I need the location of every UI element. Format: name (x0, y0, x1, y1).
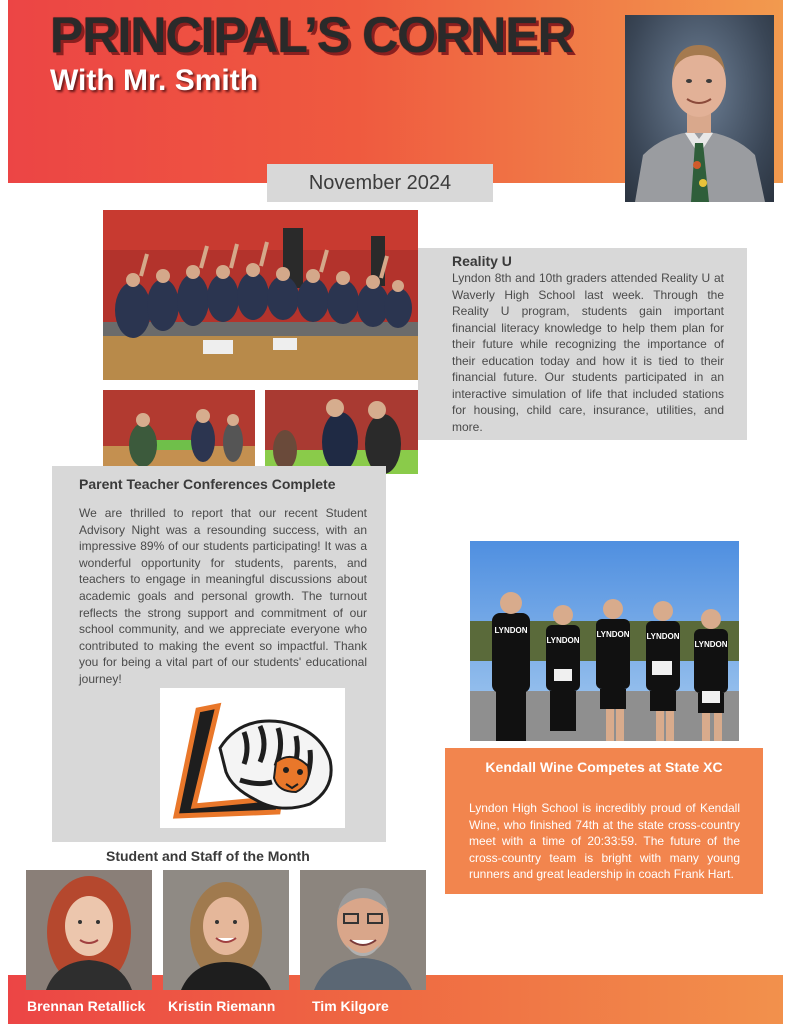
jersey-text-1: LYNDON (494, 626, 528, 635)
conferences-heading: Parent Teacher Conferences Complete (79, 476, 336, 492)
reality-u-station-photo-1 (103, 390, 255, 474)
conferences-text: We are thrilled to report that our recent Student Advisory Night was a resounding success, with an impressive 89% of our students participating! It was a wonderful opportunity for students, parents, and teachers to engage in meaningful discussions about academic goals and personal growth. The turnout reflects the strong support and commitment of our school community, and we appreciate everyone who contributed to making the event so impactful. Thank you for being a vital part of our students' educational journey! (79, 506, 367, 686)
student-portrait (26, 870, 152, 990)
reality-u-station-photo-2 (265, 390, 418, 474)
staff-of-month-heading: Student and Staff of the Month (106, 848, 310, 864)
cross-country-team-photo (470, 541, 739, 741)
state-xc-text: Lyndon High School is incredibly proud of Kendall Wine, who finished 74th at the state cross-country meet with a time of 20:33:59. The future of the cross-country team is bright with many young runners and great leadership in coach Frank Hart. (469, 801, 740, 881)
lyndon-tiger-logo (160, 688, 345, 828)
student-name: Brennan Retallick (27, 998, 146, 1014)
staff-portrait-2 (300, 870, 426, 990)
reality-u-heading: Reality U (452, 253, 512, 269)
staff-name-2: Tim Kilgore (312, 998, 389, 1014)
jersey-text-3: LYNDON (596, 630, 630, 639)
staff-portrait-1 (163, 870, 289, 990)
page-subtitle: With Mr. Smith (50, 64, 259, 97)
staff-name-1: Kristin Riemann (168, 998, 276, 1014)
page-title: PRINCIPAL’S CORNER (50, 7, 573, 63)
issue-date: November 2024 (267, 164, 493, 202)
jersey-text-2: LYNDON (546, 636, 580, 645)
jersey-text-4: LYNDON (646, 632, 680, 641)
jersey-text-5: LYNDON (694, 640, 728, 649)
principal-portrait (625, 15, 774, 202)
reality-u-text: Lyndon 8th and 10th graders attended Reality U at Waverly High School last week. Through the Reality U program, students gain important financial literacy knowledge to help them plan for their future while recognizing the importance of their education today and how it is tied to their financial future. Our students participated in an interactive simulation of life that included stations for housing, child care, insurance, utilities, and more. (452, 271, 724, 434)
state-xc-heading: Kendall Wine Competes at State XC (485, 759, 723, 775)
reality-u-group-photo (103, 210, 418, 380)
